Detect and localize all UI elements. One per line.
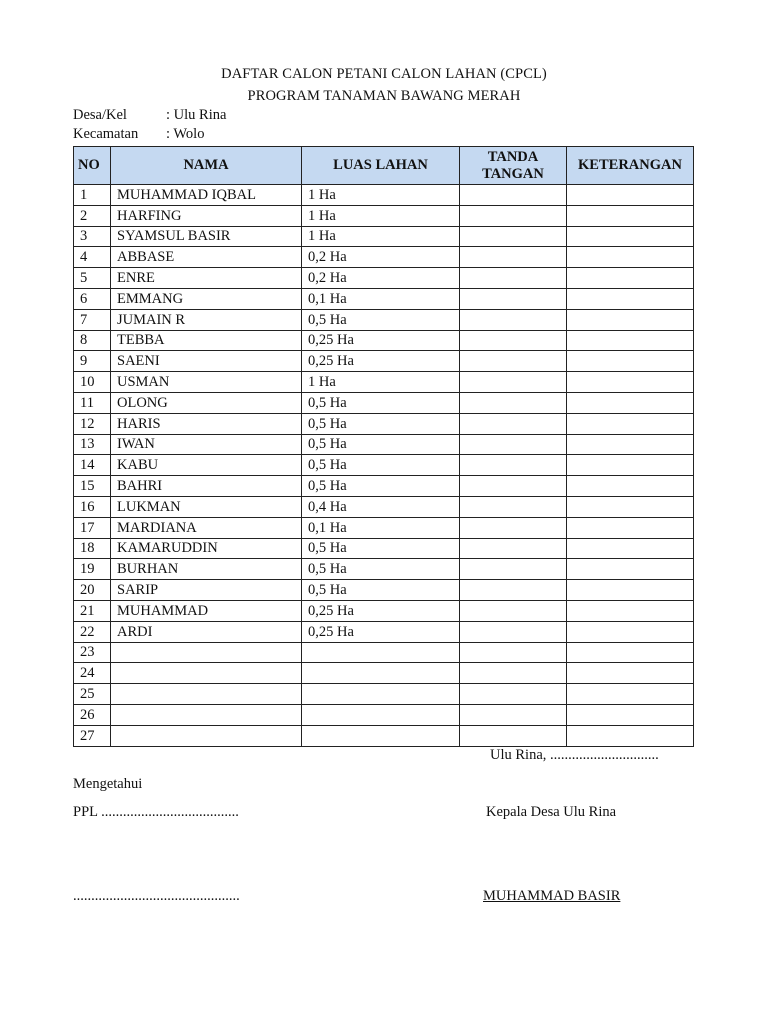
- cell-luas-lahan: [302, 663, 460, 684]
- cell-tanda-tangan: [460, 372, 567, 393]
- cell-no: 10: [74, 372, 111, 393]
- cell-luas-lahan: 0,2 Ha: [302, 247, 460, 268]
- cell-no: 19: [74, 559, 111, 580]
- cell-tanda-tangan: [460, 600, 567, 621]
- table-row: [74, 288, 694, 309]
- cell-no: 3: [74, 226, 111, 247]
- header-luas-lahan: LUAS LAHAN: [302, 147, 460, 185]
- cell-nama: JUMAIN R: [111, 309, 302, 330]
- cell-keterangan: [567, 600, 694, 621]
- cell-no: 1: [74, 185, 111, 206]
- cell-luas-lahan: 0,5 Ha: [302, 309, 460, 330]
- place-date: Ulu Rina, ..............................: [490, 747, 659, 763]
- cell-nama: TEBBA: [111, 330, 302, 351]
- cell-nama: [111, 684, 302, 705]
- cell-no: 27: [74, 725, 111, 746]
- cell-keterangan: [567, 663, 694, 684]
- table-row: [74, 559, 694, 580]
- cell-no: 4: [74, 247, 111, 268]
- cell-keterangan: [567, 580, 694, 601]
- table-row: [74, 185, 694, 206]
- cell-luas-lahan: 1 Ha: [302, 185, 460, 206]
- cell-nama: [111, 642, 302, 663]
- cell-no: 15: [74, 476, 111, 497]
- table-row: [74, 205, 694, 226]
- cell-no: 8: [74, 330, 111, 351]
- cell-luas-lahan: 0,25 Ha: [302, 600, 460, 621]
- cell-keterangan: [567, 538, 694, 559]
- cell-tanda-tangan: [460, 704, 567, 725]
- cell-nama: ABBASE: [111, 247, 302, 268]
- cell-keterangan: [567, 517, 694, 538]
- cell-nama: EMMANG: [111, 288, 302, 309]
- cell-nama: HARIS: [111, 413, 302, 434]
- cell-no: 17: [74, 517, 111, 538]
- header-tanda-line: TANDA: [487, 148, 539, 165]
- table-row: [74, 642, 694, 663]
- table-row: [74, 268, 694, 289]
- cell-tanda-tangan: [460, 434, 567, 455]
- cell-luas-lahan: 0,25 Ha: [302, 351, 460, 372]
- cell-tanda-tangan: [460, 268, 567, 289]
- table-row: [74, 476, 694, 497]
- cell-tanda-tangan: [460, 725, 567, 746]
- table-row: [74, 226, 694, 247]
- table-row: [74, 517, 694, 538]
- ppl-signature-line: ..............................................: [73, 888, 240, 904]
- cell-keterangan: [567, 372, 694, 393]
- cell-nama: [111, 704, 302, 725]
- cell-tanda-tangan: [460, 559, 567, 580]
- cell-tanda-tangan: [460, 663, 567, 684]
- cell-luas-lahan: 1 Ha: [302, 226, 460, 247]
- header-no: NO: [74, 147, 111, 185]
- cell-tanda-tangan: [460, 392, 567, 413]
- cell-tanda-tangan: [460, 684, 567, 705]
- cell-tanda-tangan: [460, 580, 567, 601]
- cell-keterangan: [567, 704, 694, 725]
- cell-no: 6: [74, 288, 111, 309]
- table-row: [74, 580, 694, 601]
- cell-nama: IWAN: [111, 434, 302, 455]
- table-header-row: [74, 147, 694, 185]
- cell-nama: [111, 725, 302, 746]
- cell-no: 2: [74, 205, 111, 226]
- kepala-desa-name: MUHAMMAD BASIR: [483, 888, 621, 904]
- cell-luas-lahan: 0,5 Ha: [302, 434, 460, 455]
- table-row: [74, 351, 694, 372]
- cell-no: 24: [74, 663, 111, 684]
- table-row: [74, 455, 694, 476]
- table-row: [74, 684, 694, 705]
- cell-no: 22: [74, 621, 111, 642]
- cell-no: 7: [74, 309, 111, 330]
- cell-luas-lahan: 0,4 Ha: [302, 496, 460, 517]
- cell-tanda-tangan: [460, 247, 567, 268]
- kepala-desa-label: Kepala Desa Ulu Rina: [486, 804, 617, 820]
- cell-keterangan: [567, 642, 694, 663]
- cell-tanda-tangan: [460, 330, 567, 351]
- cell-nama: ARDI: [111, 621, 302, 642]
- cell-no: 12: [74, 413, 111, 434]
- cell-keterangan: [567, 205, 694, 226]
- cell-nama: SAENI: [111, 351, 302, 372]
- header-nama: NAMA: [111, 147, 302, 185]
- cell-luas-lahan: 0,2 Ha: [302, 268, 460, 289]
- cell-nama: KABU: [111, 455, 302, 476]
- cell-luas-lahan: [302, 642, 460, 663]
- cell-tanda-tangan: [460, 413, 567, 434]
- cell-no: 20: [74, 580, 111, 601]
- cell-tanda-tangan: [460, 621, 567, 642]
- cell-luas-lahan: [302, 725, 460, 746]
- header-tangan-line: TANGAN: [482, 165, 544, 182]
- cell-no: 11: [74, 392, 111, 413]
- document-title: DAFTAR CALON PETANI CALON LAHAN (CPCL): [221, 66, 547, 82]
- cell-tanda-tangan: [460, 205, 567, 226]
- cell-keterangan: [567, 226, 694, 247]
- cell-nama: KAMARUDDIN: [111, 538, 302, 559]
- cell-keterangan: [567, 455, 694, 476]
- header-keterangan: KETERANGAN: [567, 147, 694, 185]
- table-row: [74, 621, 694, 642]
- cell-keterangan: [567, 476, 694, 497]
- cell-luas-lahan: 0,5 Ha: [302, 455, 460, 476]
- cell-keterangan: [567, 725, 694, 746]
- cell-tanda-tangan: [460, 226, 567, 247]
- table-row: [74, 392, 694, 413]
- cell-luas-lahan: 0,5 Ha: [302, 580, 460, 601]
- cell-no: 9: [74, 351, 111, 372]
- cell-keterangan: [567, 247, 694, 268]
- table-row: [74, 309, 694, 330]
- cell-luas-lahan: [302, 684, 460, 705]
- cell-keterangan: [567, 185, 694, 206]
- cell-luas-lahan: 0,25 Ha: [302, 621, 460, 642]
- cell-nama: MUHAMMAD IQBAL: [111, 185, 302, 206]
- cell-nama: [111, 663, 302, 684]
- cell-keterangan: [567, 309, 694, 330]
- cell-no: 16: [74, 496, 111, 517]
- kecamatan-label: Kecamatan: [73, 126, 139, 142]
- table-row: [74, 725, 694, 746]
- table-row: [74, 330, 694, 351]
- cell-nama: SYAMSUL BASIR: [111, 226, 302, 247]
- desa-row: [73, 107, 226, 124]
- document-subtitle: PROGRAM TANAMAN BAWANG MERAH: [247, 88, 521, 104]
- cell-no: 23: [74, 642, 111, 663]
- cell-luas-lahan: 0,5 Ha: [302, 559, 460, 580]
- cell-keterangan: [567, 621, 694, 642]
- cell-keterangan: [567, 351, 694, 372]
- cell-tanda-tangan: [460, 351, 567, 372]
- cell-nama: BURHAN: [111, 559, 302, 580]
- table-row: [74, 538, 694, 559]
- table-row: [74, 496, 694, 517]
- cell-tanda-tangan: [460, 455, 567, 476]
- cpcl-table: [73, 146, 694, 747]
- cell-luas-lahan: 0,25 Ha: [302, 330, 460, 351]
- cell-luas-lahan: 0,5 Ha: [302, 413, 460, 434]
- table-row: [74, 704, 694, 725]
- ppl-label: PPL ......................................: [73, 804, 239, 820]
- cell-luas-lahan: 1 Ha: [302, 372, 460, 393]
- cell-keterangan: [567, 330, 694, 351]
- cell-no: 26: [74, 704, 111, 725]
- cell-no: 5: [74, 268, 111, 289]
- cell-nama: HARFING: [111, 205, 302, 226]
- cell-luas-lahan: 0,5 Ha: [302, 538, 460, 559]
- cell-nama: MUHAMMAD: [111, 600, 302, 621]
- cell-nama: BAHRI: [111, 476, 302, 497]
- cell-nama: USMAN: [111, 372, 302, 393]
- cell-no: 13: [74, 434, 111, 455]
- cell-keterangan: [567, 392, 694, 413]
- cell-tanda-tangan: [460, 517, 567, 538]
- cell-keterangan: [567, 413, 694, 434]
- kecamatan-value: : Wolo: [166, 126, 205, 142]
- cell-keterangan: [567, 288, 694, 309]
- table-row: [74, 372, 694, 393]
- cell-luas-lahan: 0,5 Ha: [302, 476, 460, 497]
- table-row: [74, 600, 694, 621]
- cell-keterangan: [567, 434, 694, 455]
- kecamatan-row: [73, 126, 204, 143]
- cell-tanda-tangan: [460, 309, 567, 330]
- table-row: [74, 434, 694, 455]
- table-row: [74, 413, 694, 434]
- cell-luas-lahan: 0,1 Ha: [302, 288, 460, 309]
- cell-nama: LUKMAN: [111, 496, 302, 517]
- cell-no: 21: [74, 600, 111, 621]
- cell-no: 14: [74, 455, 111, 476]
- table-row: [74, 663, 694, 684]
- cell-no: 18: [74, 538, 111, 559]
- desa-label: Desa/Kel: [73, 107, 127, 123]
- cell-no: 25: [74, 684, 111, 705]
- cell-keterangan: [567, 684, 694, 705]
- cell-tanda-tangan: [460, 476, 567, 497]
- cell-luas-lahan: 0,1 Ha: [302, 517, 460, 538]
- cell-tanda-tangan: [460, 185, 567, 206]
- cell-tanda-tangan: [460, 288, 567, 309]
- cell-luas-lahan: [302, 704, 460, 725]
- cell-keterangan: [567, 496, 694, 517]
- cell-tanda-tangan: [460, 496, 567, 517]
- cell-nama: OLONG: [111, 392, 302, 413]
- cell-nama: SARIP: [111, 580, 302, 601]
- cell-keterangan: [567, 268, 694, 289]
- cell-keterangan: [567, 559, 694, 580]
- cell-tanda-tangan: [460, 642, 567, 663]
- cell-luas-lahan: 1 Ha: [302, 205, 460, 226]
- desa-value: : Ulu Rina: [166, 107, 227, 123]
- table-row: [74, 247, 694, 268]
- mengetahui-label: Mengetahui: [73, 776, 143, 792]
- cell-nama: ENRE: [111, 268, 302, 289]
- cell-luas-lahan: 0,5 Ha: [302, 392, 460, 413]
- cell-nama: MARDIANA: [111, 517, 302, 538]
- header-tanda-tangan: [460, 147, 567, 185]
- cell-tanda-tangan: [460, 538, 567, 559]
